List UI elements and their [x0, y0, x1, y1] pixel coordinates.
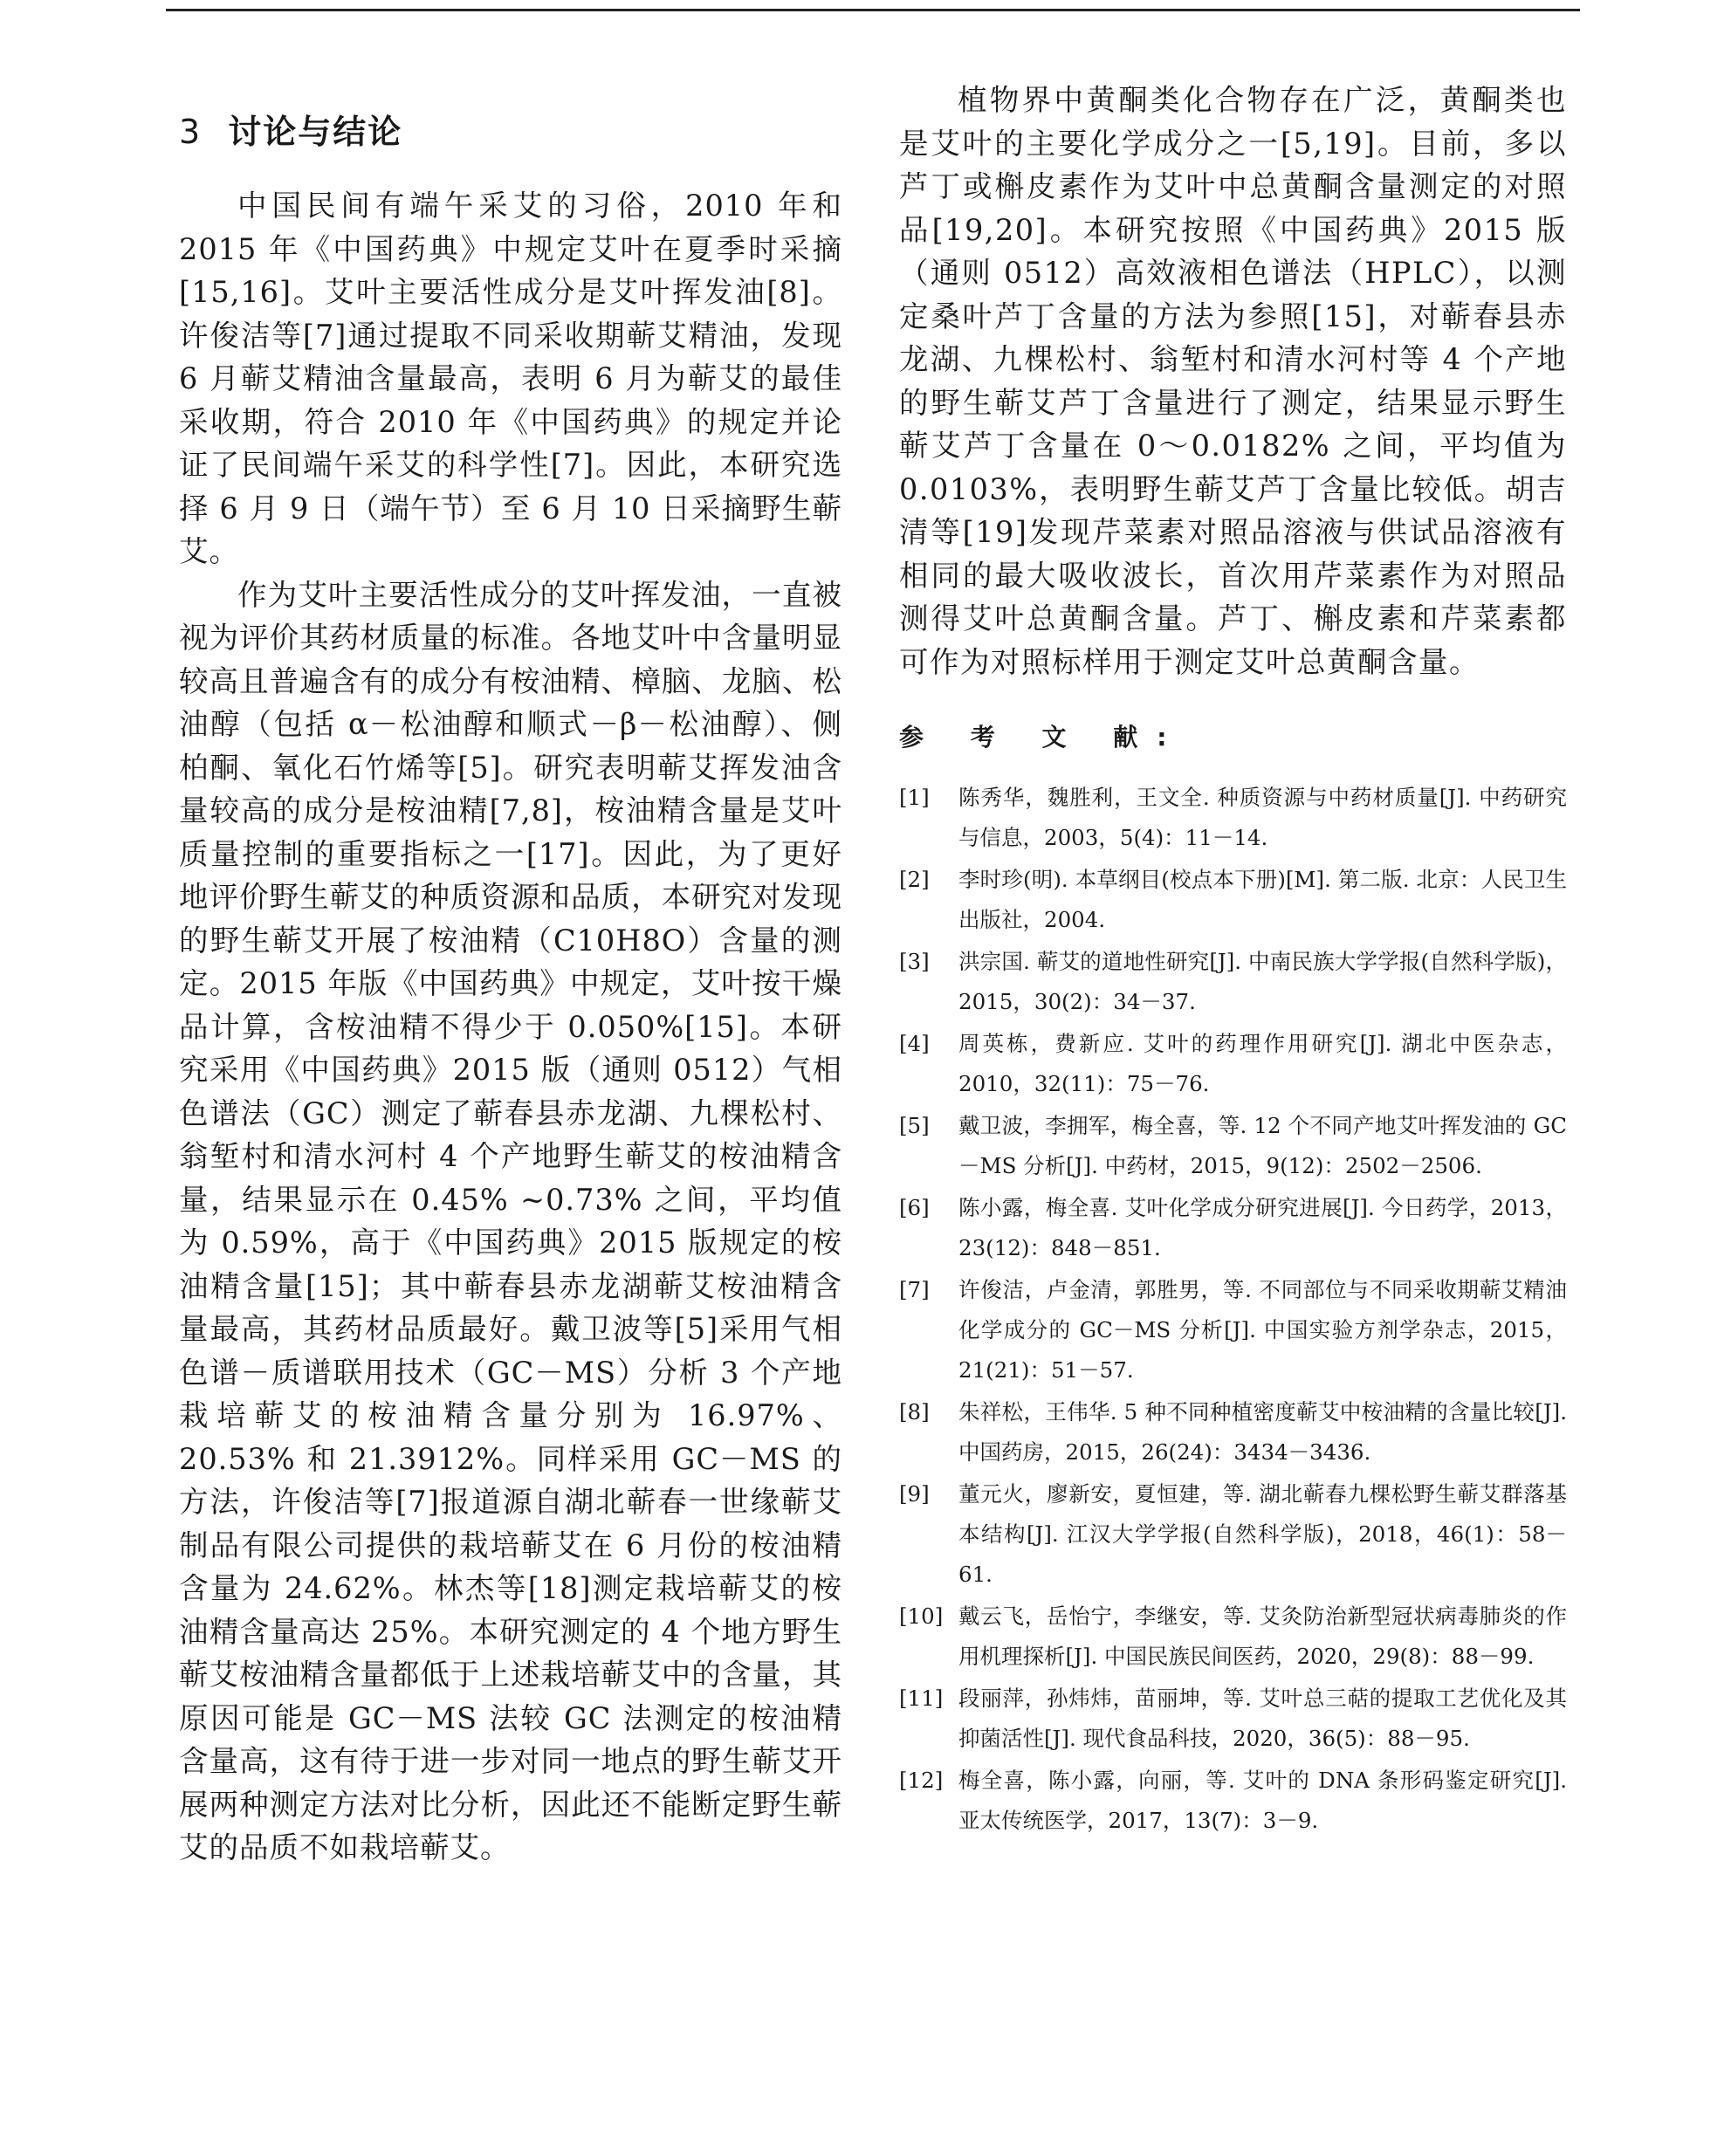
reference-number: [8] [899, 1399, 930, 1425]
reference-text: 段丽萍，孙炜炜，苗丽坤，等. 艾叶总三萜的提取工艺优化及其抑菌活性[J]. 现代食品科技，2020，36(5)：88－95. [958, 1686, 1567, 1751]
paragraph: 作为艾叶主要活性成分的艾叶挥发油，一直被视为评价其药材质量的标准。各地艾叶中含量明显较高且普遍含有的成分有桉油精、樟脑、龙脑、松油醇（包括 α－松油醇和顺式－β－松油醇）、侧柏酮、氧化石竹烯等[5]。研究表明蕲艾挥发油含量较高的成分是桉油精[7,8]，桉油精含量是艾叶质量控制的重要指标之一[17]。因此，为了更好地评价野生蕲艾的种质资源和品质，本研究对发现的野生蕲艾开展了桉油精（C10H8O）含量的测定。2015 年版《中国药典》中规定，艾叶按干燥品计算，含桉油精不得少于 0.050%[15]。本研究采用《中国药典》2015 版（通则 0512）气相色谱法（GC）测定了蕲春县赤龙湖、九棵松村、翁堑村和清水河村 4 个产地野生蕲艾的桉油精含量，结果显示在 0.45% ~0.73% 之间，平均值为 0.59%，高于《中国药典》2015 版规定的桉油精含量[15]；其中蕲春县赤龙湖蕲艾桉油精含量最高，其药材品质最好。戴卫波等[5]采用气相色谱－质谱联用技术（GC－MS）分析 3 个产地栽培蕲艾的桉油精含量分别为 16.97%、20.53% 和 21.3912%。同样采用 GC－MS 的方法，许俊洁等[7]报道源自湖北蕲春一世缘蕲艾制品有限公司提供的栽培蕲艾在 6 月份的桉油精含量为 24.62%。林杰等[18]测定栽培蕲艾的桉油精含量高达 25%。本研究测定的 4 个地方野生蕲艾桉油精含量都低于上述栽培蕲艾中的含量，其原因可能是 GC－MS 法较 GC 法测定的桉油精含量高，这有待于进一步对同一地点的野生蕲艾开展两种测定方法对比分析，因此还不能断定野生蕲艾的品质不如栽培蕲艾。 [179, 577, 842, 1864]
section-number: 3 [179, 113, 203, 151]
reference-item [899, 1392, 1567, 1473]
references-heading: 参 考 文 献: [899, 723, 1186, 752]
reference-text: 陈小露，梅全喜. 艾叶化学成分研究进展[J]. 今日药学，2013，23(12)：848－851. [958, 1195, 1567, 1260]
reference-text: 朱祥松，王伟华. 5 种不同种植密度蕲艾中桉油精的含量比较[J]. 中国药房，2015，26(24)：3434－3436. [958, 1399, 1567, 1465]
reference-item [899, 942, 1567, 1022]
reference-item [899, 1188, 1567, 1268]
reference-number: [11] [899, 1686, 944, 1711]
reference-number: [12] [899, 1768, 944, 1793]
reference-number: [2] [899, 867, 930, 892]
section-title: 讨论与结论 [228, 113, 403, 151]
reference-item [899, 1679, 1567, 1759]
reference-text: 许俊洁，卢金清，郭胜男，等. 不同部位与不同采收期蕲艾精油化学成分的 GC－MS 分析[J]. 中国实验方剂学杂志，2015，21(21)：51－57. [958, 1277, 1567, 1383]
reference-text: 陈秀华，魏胜利，王文全. 种质资源与中药材质量[J]. 中药研究与信息，2003，5(4)：11－14. [958, 785, 1567, 850]
reference-number: [9] [899, 1481, 930, 1507]
reference-text: 梅全喜，陈小露，向丽，等. 艾叶的 DNA 条形码鉴定研究[J]. 亚太传统医学，2017，13(7)：3－9. [958, 1768, 1567, 1833]
paragraph: 植物界中黄酮类化合物存在广泛，黄酮类也是艾叶的主要化学成分之一[5,19]。目前，多以芦丁或槲皮素作为艾叶中总黄酮含量测定的对照品[19,20]。本研究按照《中国药典》2015 版（通则 0512）高效液相色谱法（HPLC），以测定桑叶芦丁含量的方法为参照[15]，对蕲春县赤龙湖、九棵松村、翁堑村和清水河村等 4 个产地的野生蕲艾芦丁含量进行了测定，结果显示野生蕲艾芦丁含量在 0～0.0182% 之间，平均值为 0.0103%，表明野生蕲艾芦丁含量比较低。胡吉清等[19]发现芹菜素对照品溶液与供试品溶液有相同的最大吸收波长，首次用芹菜素作为对照品测得艾叶总黄酮含量。芦丁、槲皮素和芹菜素都可作为对照标样用于测定艾叶总黄酮含量。 [899, 83, 1567, 679]
reference-number: [1] [899, 785, 930, 810]
reference-text: 李时珍(明). 本草纲目(校点本下册)[M]. 第二版. 北京：人民卫生出版社，2004. [958, 867, 1567, 932]
right-column [899, 79, 1567, 1843]
reference-item [899, 778, 1567, 858]
reference-number: [5] [899, 1113, 930, 1138]
paragraph: 中国民间有端午采艾的习俗，2010 年和 2015 年《中国药典》中规定艾叶在夏季时采摘[15,16]。艾叶主要活性成分是艾叶挥发油[8]。许俊洁等[7]通过提取不同采收期蕲艾精油，发现 6 月蕲艾精油含量最高，表明 6 月为蕲艾的最佳采收期，符合 2010 年《中国药典》的规定并论证了民间端午采艾的科学性[7]。因此，本研究选择 6 月 9 日（端午节）至 6 月 10 日采摘野生蕲艾。 [179, 189, 842, 568]
reference-item [899, 1024, 1567, 1104]
reference-text: 洪宗国. 蕲艾的道地性研究[J]. 中南民族大学学报(自然科学版)，2015，30(2)：34－37. [958, 949, 1567, 1014]
reference-number: [7] [899, 1277, 930, 1302]
reference-number: [4] [899, 1031, 930, 1056]
reference-item [899, 1270, 1567, 1390]
reference-text: 戴云飞，岳怡宁，李继安，等. 艾灸防治新型冠状病毒肺炎的作用机理探析[J]. 中国民族民间医药，2020，29(8)：88－99. [958, 1603, 1567, 1669]
reference-number: [3] [899, 949, 930, 974]
reference-item [899, 1474, 1567, 1595]
reference-text: 周英栋，费新应. 艾叶的药理作用研究[J]. 湖北中医杂志，2010，32(11)：75－76. [958, 1031, 1567, 1096]
reference-item [899, 1596, 1567, 1677]
reference-number: [6] [899, 1195, 930, 1220]
reference-item [899, 1106, 1567, 1186]
reference-text: 戴卫波，李拥军，梅全喜，等. 12 个不同产地艾叶挥发油的 GC－MS 分析[J]. 中药材，2015，9(12)：2502－2506. [958, 1113, 1567, 1178]
header-rule [166, 9, 1580, 11]
left-column [179, 79, 842, 1870]
section-heading [179, 105, 842, 153]
reference-number: [10] [899, 1603, 944, 1629]
reference-list [899, 778, 1567, 1841]
reference-item [899, 860, 1567, 940]
reference-item [899, 1761, 1567, 1841]
reference-text: 董元火，廖新安，夏恒建，等. 湖北蕲春九棵松野生蕲艾群落基本结构[J]. 江汉大学学报(自然科学版)，2018，46(1)：58－61. [958, 1481, 1567, 1587]
